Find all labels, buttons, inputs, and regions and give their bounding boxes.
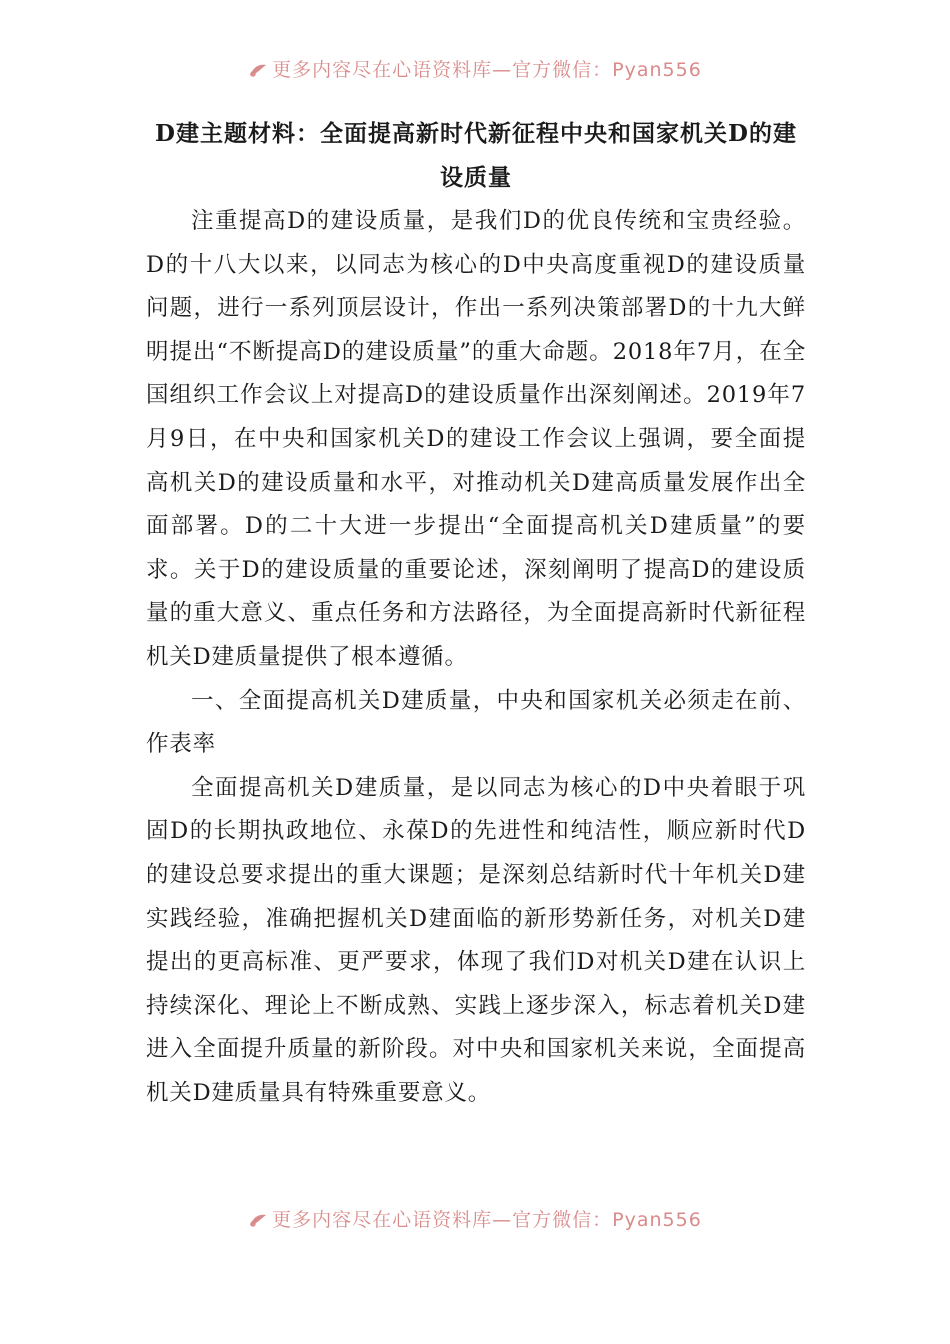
header-watermark-text: 更多内容尽在心语资料库—官方微信：Pyan556	[272, 59, 702, 81]
header-watermark	[0, 58, 950, 82]
footer-watermark-text: 更多内容尽在心语资料库—官方微信：Pyan556	[272, 1209, 702, 1231]
section-heading-1: 一、全面提高机关D建质量，中央和国家机关必须走在前、作表率	[146, 687, 806, 758]
paragraph-section-1: 全面提高机关D建质量，是以同志为核心的D中央着眼于巩固D的长期执政地位、永葆D的先进性和纯洁性，顺应新时代D的建设总要求提出的重大课题；是深刻总结新时代十年机关D建实践经验，准确把握机关D建面临的新形势新任务，对机关D建提出的更高标准、更严要求，体现了我们D对机关D建在认识上持续深化、理论上不断成熟、实践上逐步深入，标志着机关D建进入全面提升质量的新阶段。对中央和国家机关来说，全面提高机关D建质量具有特殊重要意义。	[146, 774, 806, 1106]
pen-logo-icon	[248, 1212, 268, 1228]
document-body	[146, 112, 806, 1115]
pen-logo-icon	[248, 62, 268, 78]
footer-watermark	[0, 1208, 950, 1232]
document-title: D建主题材料：全面提高新时代新征程中央和国家机关D的建设质量	[155, 120, 797, 191]
paragraph-intro: 注重提高D的建设质量，是我们D的优良传统和宝贵经验。D的十八大以来，以同志为核心的D中央高度重视D的建设质量问题，进行一系列顶层设计，作出一系列决策部署D的十九大鲜明提出“不断提高D的建设质量”的重大命题。2018年7月，在全国组织工作会议上对提高D的建设质量作出深刻阐述。2019年7月9日，在中央和国家机关D的建设工作会议上强调，要全面提高机关D的建设质量和水平，对推动机关D建高质量发展作出全面部署。D的二十大进一步提出“全面提高机关D建质量”的要求。关于D的建设质量的重要论述，深刻阐明了提高D的建设质量的重大意义、重点任务和方法路径，为全面提高新时代新征程机关D建质量提供了根本遵循。	[146, 208, 806, 670]
